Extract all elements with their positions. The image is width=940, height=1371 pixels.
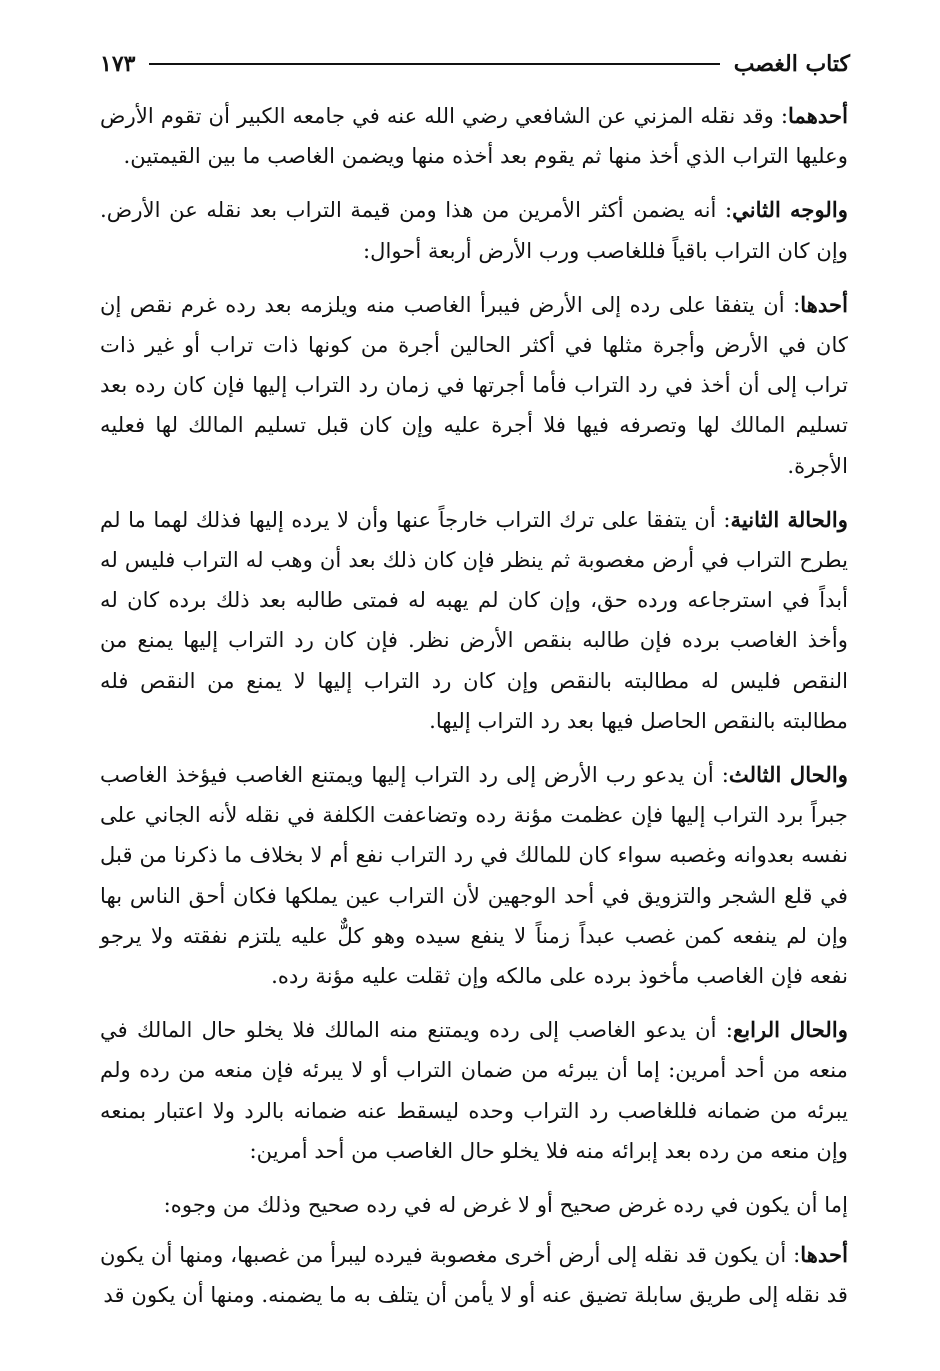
paragraph — [100, 96, 848, 176]
paragraph-lead: والحالة الثانية — [730, 506, 848, 532]
paragraph — [100, 285, 848, 486]
paragraph — [100, 1185, 848, 1225]
paragraph-lead: أحدها — [800, 1242, 848, 1268]
paragraph-lead: والحال الثالث — [728, 762, 848, 788]
paragraph-text: : أن يكون قد نقله إلى أرض أخرى مغصوبة فيرده ليبرأ من غصبها، ومنها أن يكون قد نقله إلى طريق سابلة تضيق عنه أو لا يأمن أن يتلف به ما يضمنه. ومنها أن يكون قد — [100, 1242, 848, 1308]
paragraph-text: : أن يدعو الغاصب إلى رده ويمتنع منه المالك فلا يخلو حال المالك في منعه من أحد أمرين: إما أن يبرئه من ضمان التراب أو لا يبرئه فإن منعه من رده ولم يبرئه من ضمانه فللغاصب رد التراب وحده ليسقط عنه ضمانه بالرد ولا اعتبار بمنعه وإن منعه من رده بعد إبرائه منه فلا يخلو حال الغاصب من أحد أمرين: — [100, 1017, 848, 1163]
running-title: كتاب الغصب — [733, 51, 850, 77]
paragraph-lead: والوجه الثاني — [732, 197, 848, 223]
page-body — [100, 96, 848, 1330]
paragraph-lead: أحدهما — [788, 103, 848, 128]
paragraph-text: : وقد نقله المزني عن الشافعي رضي الله عنه في جامعه الكبير أن تقوم الأرض وعليها التراب الذي أخذ منها ثم يقوم بعد أخذه منها ويضمن الغاصب ما بين القيمتين. — [100, 103, 848, 169]
paragraph-text: : أن يتفقا على رده إلى الأرض فيبرأ الغاصب منه ويلزمه بعد رده غرم نقص إن كان في الأرض وأجرة مثلها في أكثر الحالين أجرة من كونها ذات تراب أو غير ذات تراب إلى أن أخذ في رد التراب فأما أجرتها في زمان رد التراب إليها فإن كان رده بعد تسليم المالك لها وتصرفه فيها فلا أجرة عليه وإن كان قبل تسليم المالك لها فعليه الأجرة. — [100, 291, 848, 478]
paragraph-text: إما أن يكون في رده غرض صحيح أو لا غرض له في رده صحيح وذلك من وجوه: — [163, 1192, 848, 1218]
paragraph-text: : أنه يضمن أكثر الأمرين من هذا ومن قيمة التراب بعد نقله عن الأرض. وإن كان التراب باقياً فللغاصب ورب الأرض أربعة أحوال: — [100, 197, 848, 263]
paragraph-text: : أن يدعو رب الأرض إلى رد التراب إليها ويمتنع الغاصب فيؤخذ الغاصب جبراً برد التراب إليها فإن عظمت مؤنة رده وتضاعفت الكلفة في نقله لأنه الجاني على نفسه بعدوانه وغصبه سواء كان للمالك في رد التراب نفع أم لا بخلاف ما ذكرنا من قبل في قلع الشجر والتزويق في أحد الوجهين لأن التراب عين يملكها فكان أحق الناس بها وإن لم ينفعه كمن غصب عبداً زمناً لا ينفع سيده وهو كلٌّ عليه يلتزم نفقته ولا يرجو نفعه فإن الغاصب مأخوذ برده على مالكه وإن ثقلت عليه مؤنة رده. — [100, 762, 848, 989]
paragraph — [100, 1010, 848, 1171]
paragraph-lead: والحال الرابع — [732, 1017, 848, 1043]
paragraph — [100, 755, 848, 996]
paragraph-lead: أحدها — [800, 291, 848, 317]
paragraph — [100, 500, 848, 741]
paragraph — [100, 1235, 848, 1315]
page-number: ١٧٣ — [100, 51, 136, 77]
running-header — [100, 44, 850, 84]
paragraph — [100, 190, 848, 270]
paragraph-text: : أن يتفقا على ترك التراب خارجاً عنها وأن لا يرده إليها فذلك لهما ما لم يطرح التراب في أرض مغصوبة ثم ينظر فإن كان ذلك بعد أن وهب له التراب فليس له أبداً في استرجاعه ورده حق، وإن كان لم يهبه له فمتى طالبه بعد ذلك برده كان له وأخذ الغاصب برده فإن طالبه بنقص الأرض نظر. فإن كان رد التراب إليها يمنع من النقص فليس له مطالبته بالنقص وإن كان رد التراب إليها لا يمنع من النقص فله مطالبته بالنقص الحاصل فيها بعد رد التراب إليها. — [100, 506, 848, 733]
header-rule — [149, 63, 719, 65]
